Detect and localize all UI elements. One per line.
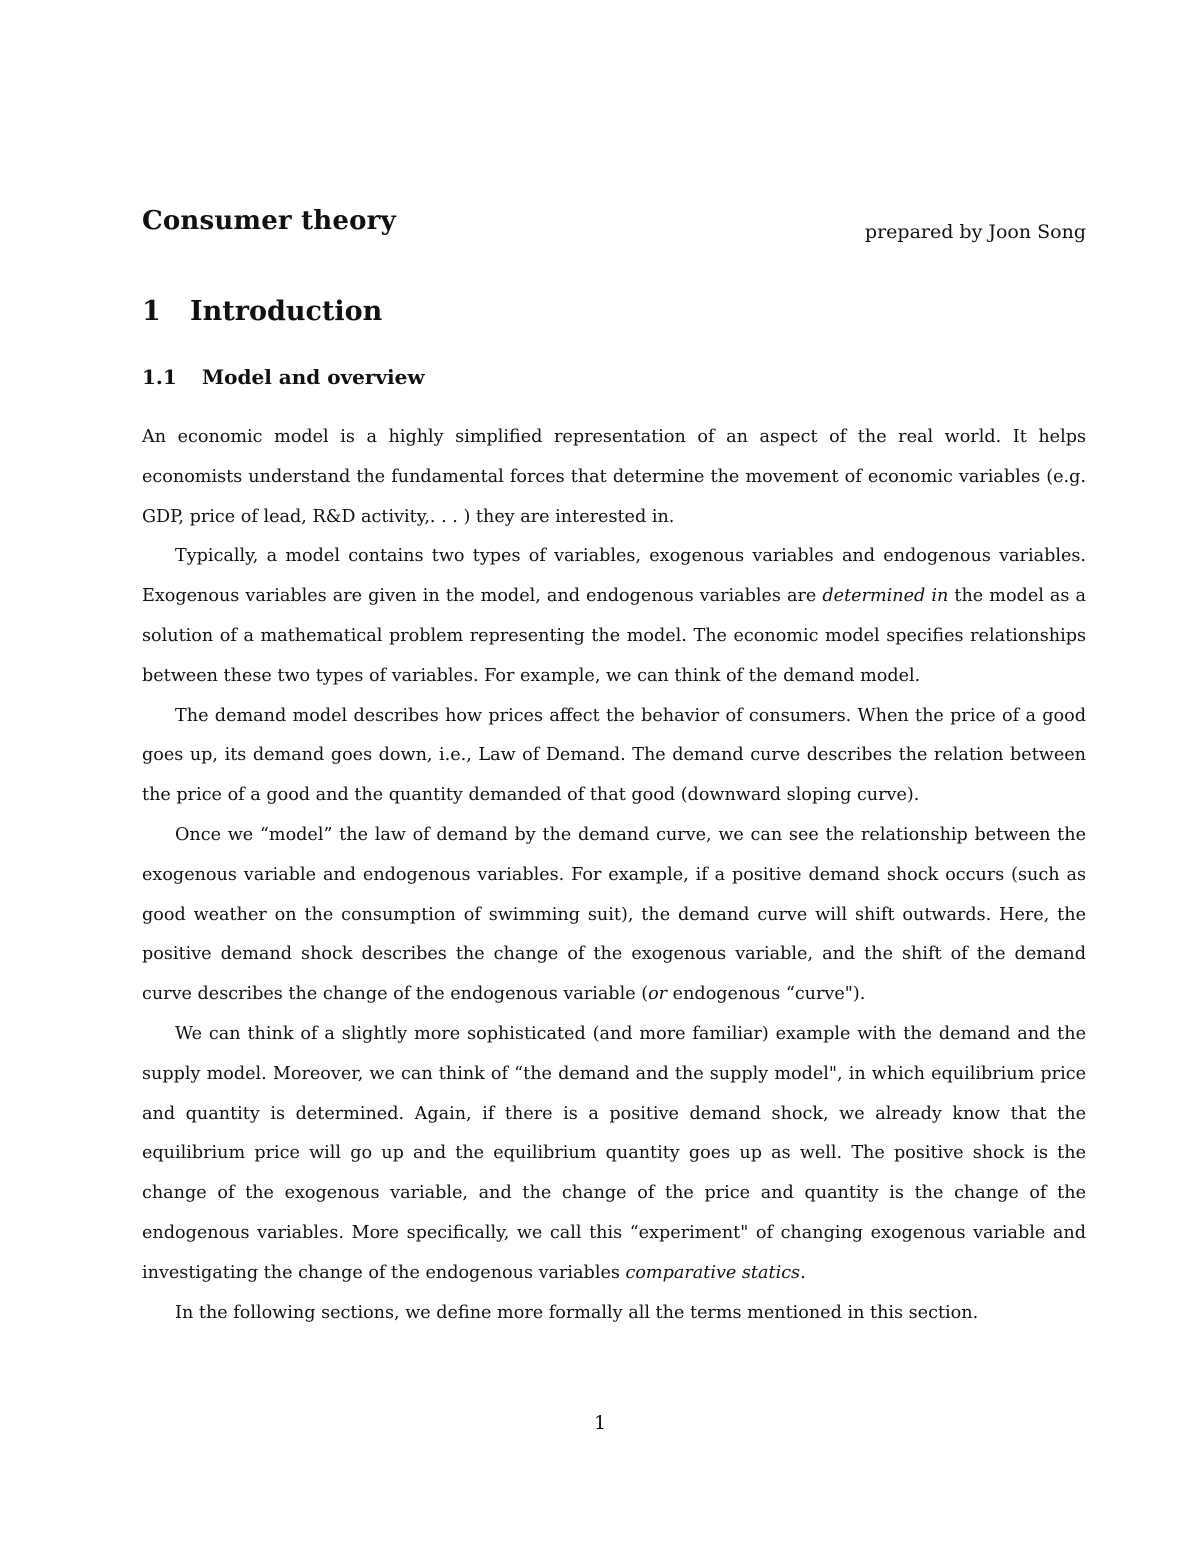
subsection-heading <box>142 365 425 389</box>
paragraph-5-text-a: We can think of a slightly more sophisticated (and more familiar) example with the demand and the supply model. Moreover, we can think of “the demand and the supply model", in which equilibrium price and quantity is determined. Again, if there is a positive demand shock, we already know that the equilibrium price will go up and the equilibrium quantity goes up as well. The positive shock is the change of the exogenous variable, and the change of the price and quantity is the change of the endogenous variables. More specifically, we call this “experiment" of changing exogenous variable and investigating the change of the endogenous variables <box>142 1023 1086 1283</box>
paragraph-4 <box>142 816 1086 1015</box>
body-text <box>142 418 1086 1333</box>
author-line: prepared by Joon Song <box>864 221 1086 243</box>
section-heading <box>142 296 382 327</box>
paragraph-2-emphasis: determined in <box>822 586 949 607</box>
paragraph-6-text: In the following sections, we define more formally all the terms mentioned in this section. <box>175 1302 979 1323</box>
paragraph-2-text-b: the model as a solution of a mathematical problem representing the model. The economic model specifies relationships between these two types of variables. For example, we can think of the demand model. <box>142 586 1086 686</box>
paragraph-3 <box>142 697 1086 816</box>
paragraph-2 <box>142 537 1086 696</box>
paragraph-2-text-a: Typically, a model contains two types of variables, exogenous variables and endogenous variables. Exogenous variables are given in the model, and endogenous variables are <box>142 546 1086 607</box>
paragraph-1-text: An economic model is a highly simplified representation of an aspect of the real world. It helps economists understand the fundamental forces that determine the movement of economic variables (e.g. GDP, price of lead, R&D activity,. . . ) they are interested in. <box>142 427 1086 527</box>
paragraph-6 <box>142 1294 1086 1334</box>
subsection-title: Model and overview <box>202 365 425 389</box>
paragraph-1 <box>142 418 1086 537</box>
paragraph-5-text-b: . <box>800 1262 806 1283</box>
section-number: 1 <box>142 296 161 327</box>
paragraph-5-emphasis: comparative statics <box>625 1262 801 1283</box>
paragraph-4-text-a: Once we “model” the law of demand by the demand curve, we can see the relationship between the exogenous variable and endogenous variables. For example, if a positive demand shock occurs (such as good weather on the consumption of swimming suit), the demand curve will shift outwards. Here, the positive demand shock describes the change of the exogenous variable, and the shift of the demand curve describes the change of the endogenous variable ( <box>142 824 1086 1005</box>
subsection-number: 1.1 <box>142 365 177 389</box>
section-title: Introduction <box>190 296 383 327</box>
document-title: Consumer theory <box>142 206 396 236</box>
page-number: 1 <box>593 1412 607 1434</box>
paragraph-5 <box>142 1015 1086 1294</box>
paragraph-4-text-b: endogenous “curve"). <box>667 984 866 1005</box>
paragraph-3-text: The demand model describes how prices affect the behavior of consumers. When the price of a good goes up, its demand goes down, i.e., Law of Demand. The demand curve describes the relation between the price of a good and the quantity demanded of that good (downward sloping curve). <box>142 705 1086 806</box>
paragraph-4-emphasis: or <box>648 984 668 1005</box>
